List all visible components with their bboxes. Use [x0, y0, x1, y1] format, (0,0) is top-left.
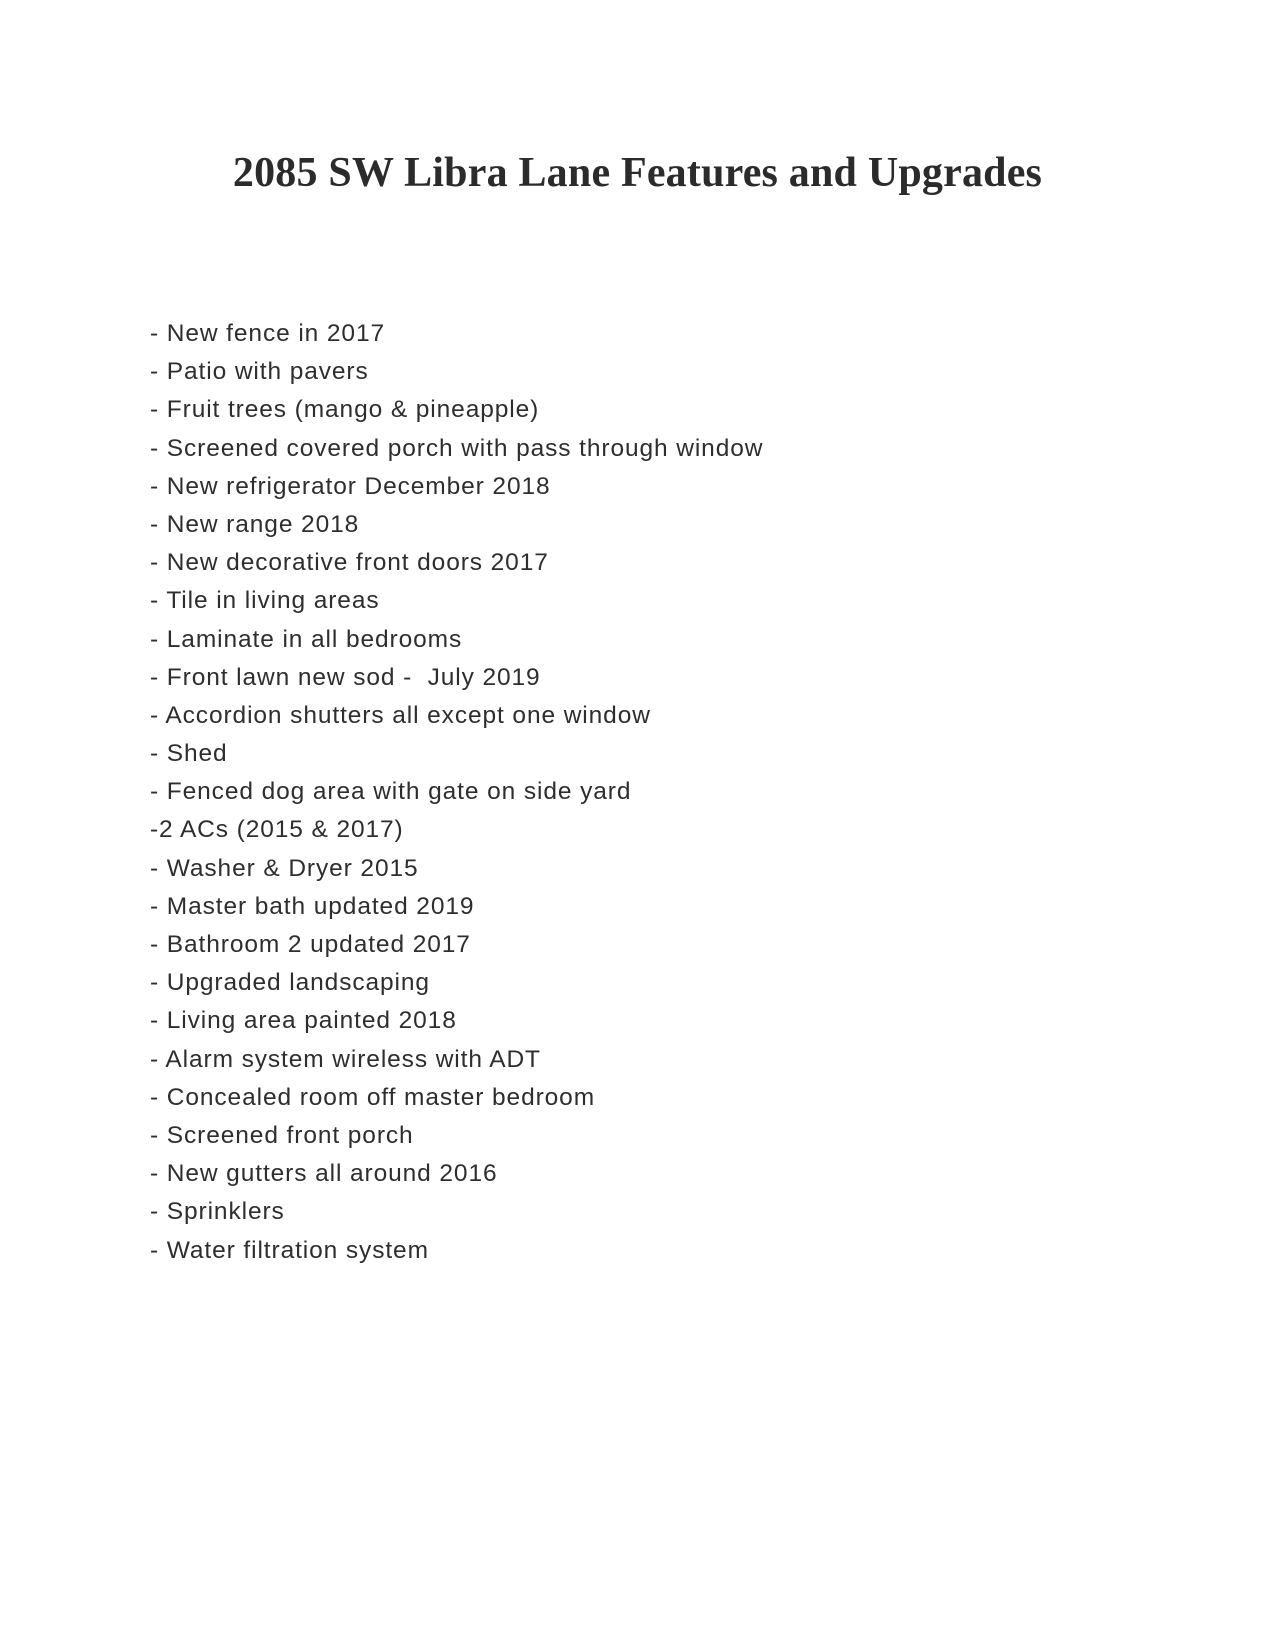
- document-title: 2085 SW Libra Lane Features and Upgrades: [232, 150, 1043, 196]
- feature-item: - New gutters all around 2016: [150, 1160, 498, 1188]
- feature-item: - New fence in 2017: [150, 320, 386, 347]
- feature-item: - Screened covered porch with pass through window: [150, 434, 764, 462]
- features-list: [150, 315, 763, 1270]
- feature-item: - New range 2018: [150, 510, 360, 538]
- feature-item: - Shed: [150, 740, 228, 768]
- feature-item: - Fenced dog area with gate on side yard: [150, 778, 632, 806]
- feature-item: - Accordion shutters all except one window: [150, 701, 651, 729]
- feature-item: - Fruit trees (mango & pineapple): [150, 396, 540, 424]
- feature-item: - New refrigerator December 2018: [150, 472, 551, 500]
- feature-item: - Bathroom 2 updated 2017: [150, 931, 471, 958]
- feature-item: - Water filtration system: [150, 1236, 429, 1264]
- feature-item: - Washer & Dryer 2015: [150, 854, 419, 882]
- feature-item: -2 ACs (2015 & 2017): [150, 816, 404, 844]
- feature-item: - Sprinklers: [150, 1198, 285, 1226]
- feature-item: - Screened front porch: [150, 1121, 414, 1149]
- feature-item: - Upgraded landscaping: [150, 969, 430, 997]
- feature-item: - Tile in living areas: [150, 587, 380, 615]
- feature-item: - Master bath updated 2019: [150, 892, 475, 920]
- feature-item: - Living area painted 2018: [150, 1007, 457, 1035]
- feature-item: - Front lawn new sod - July 2019: [150, 663, 541, 691]
- feature-item: - Patio with pavers: [150, 358, 369, 386]
- feature-item: - Concealed room off master bedroom: [150, 1083, 596, 1111]
- feature-item: - Laminate in all bedrooms: [150, 625, 463, 653]
- feature-item: - New decorative front doors 2017: [150, 549, 549, 577]
- feature-item: - Alarm system wireless with ADT: [150, 1045, 541, 1073]
